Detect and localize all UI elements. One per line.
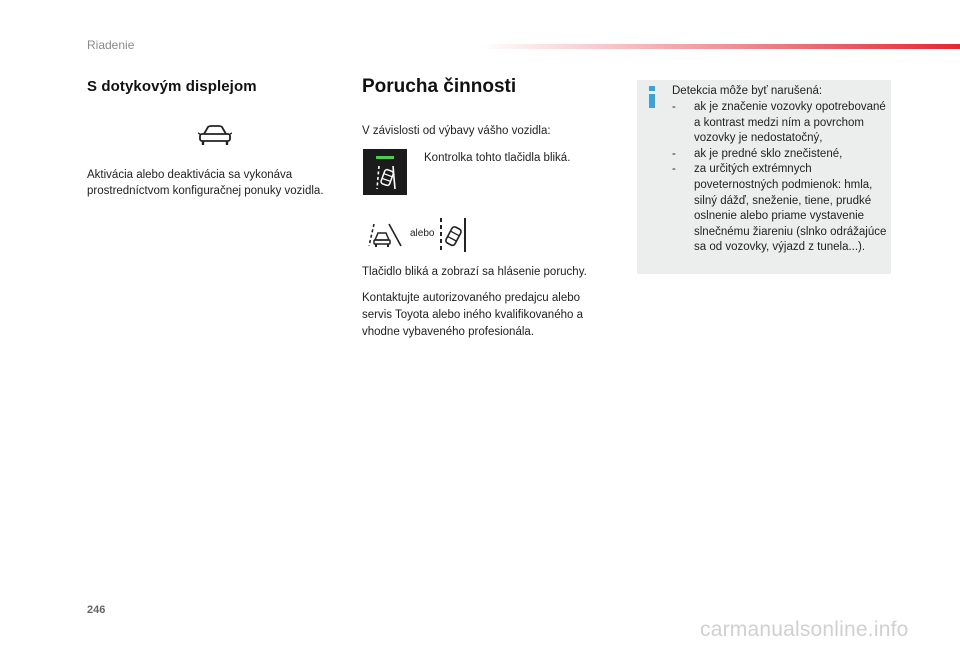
list-item: - ak je predné sklo znečistené, <box>672 147 843 160</box>
info-intro: Detekcia môže byť narušená: <box>672 85 823 97</box>
fault-message-text: Tlačidlo bliká a zobrazí sa hlásenie poruchy. <box>362 266 587 278</box>
malfunction-heading: Porucha činnosti <box>362 76 517 97</box>
info-list <box>672 100 888 256</box>
header-accent-bar <box>480 44 960 49</box>
or-label: alebo <box>410 228 435 239</box>
touchscreen-heading: S dotykovým displejom <box>87 78 257 95</box>
list-item: - za určitých extrémnych poveternostných podmienok: hmla, silný dážď, sneženie, tiene, prudké oslnenie alebo priame vystavenie slnečnému žiareniu (slnko odrážajúce sa od vozovky, výjazd z tunela...). <box>672 163 887 254</box>
contact-dealer-text: Kontaktujte autorizovaného predajcu alebo servis Toyota alebo iného kvalifikovaného a vhodne vybaveného profesionála. <box>362 292 583 338</box>
lamp-blinking-text: Kontrolka tohto tlačidla bliká. <box>424 152 571 164</box>
lane-assist-lamp-icon <box>363 149 407 195</box>
lane-assist-car-icon <box>437 216 469 254</box>
watermark: carmanualsonline.info <box>700 618 909 641</box>
section-title: Riadenie <box>87 38 135 52</box>
info-icon <box>647 86 657 108</box>
list-item: - ak je značenie vozovky opotrebované a kontrast medzi ním a povrchom vozovky je nedostatočný, <box>672 101 886 145</box>
page-number: 246 <box>87 604 106 616</box>
touchscreen-text: Aktivácia alebo deaktivácia sa vykonáva prostredníctvom konfiguračnej ponuky vozidla. <box>87 169 324 197</box>
equipment-intro: V závislosti od výbavy vášho vozidla: <box>362 125 551 137</box>
car-outline-icon <box>198 124 232 146</box>
lane-departure-warning-icon <box>367 222 403 248</box>
